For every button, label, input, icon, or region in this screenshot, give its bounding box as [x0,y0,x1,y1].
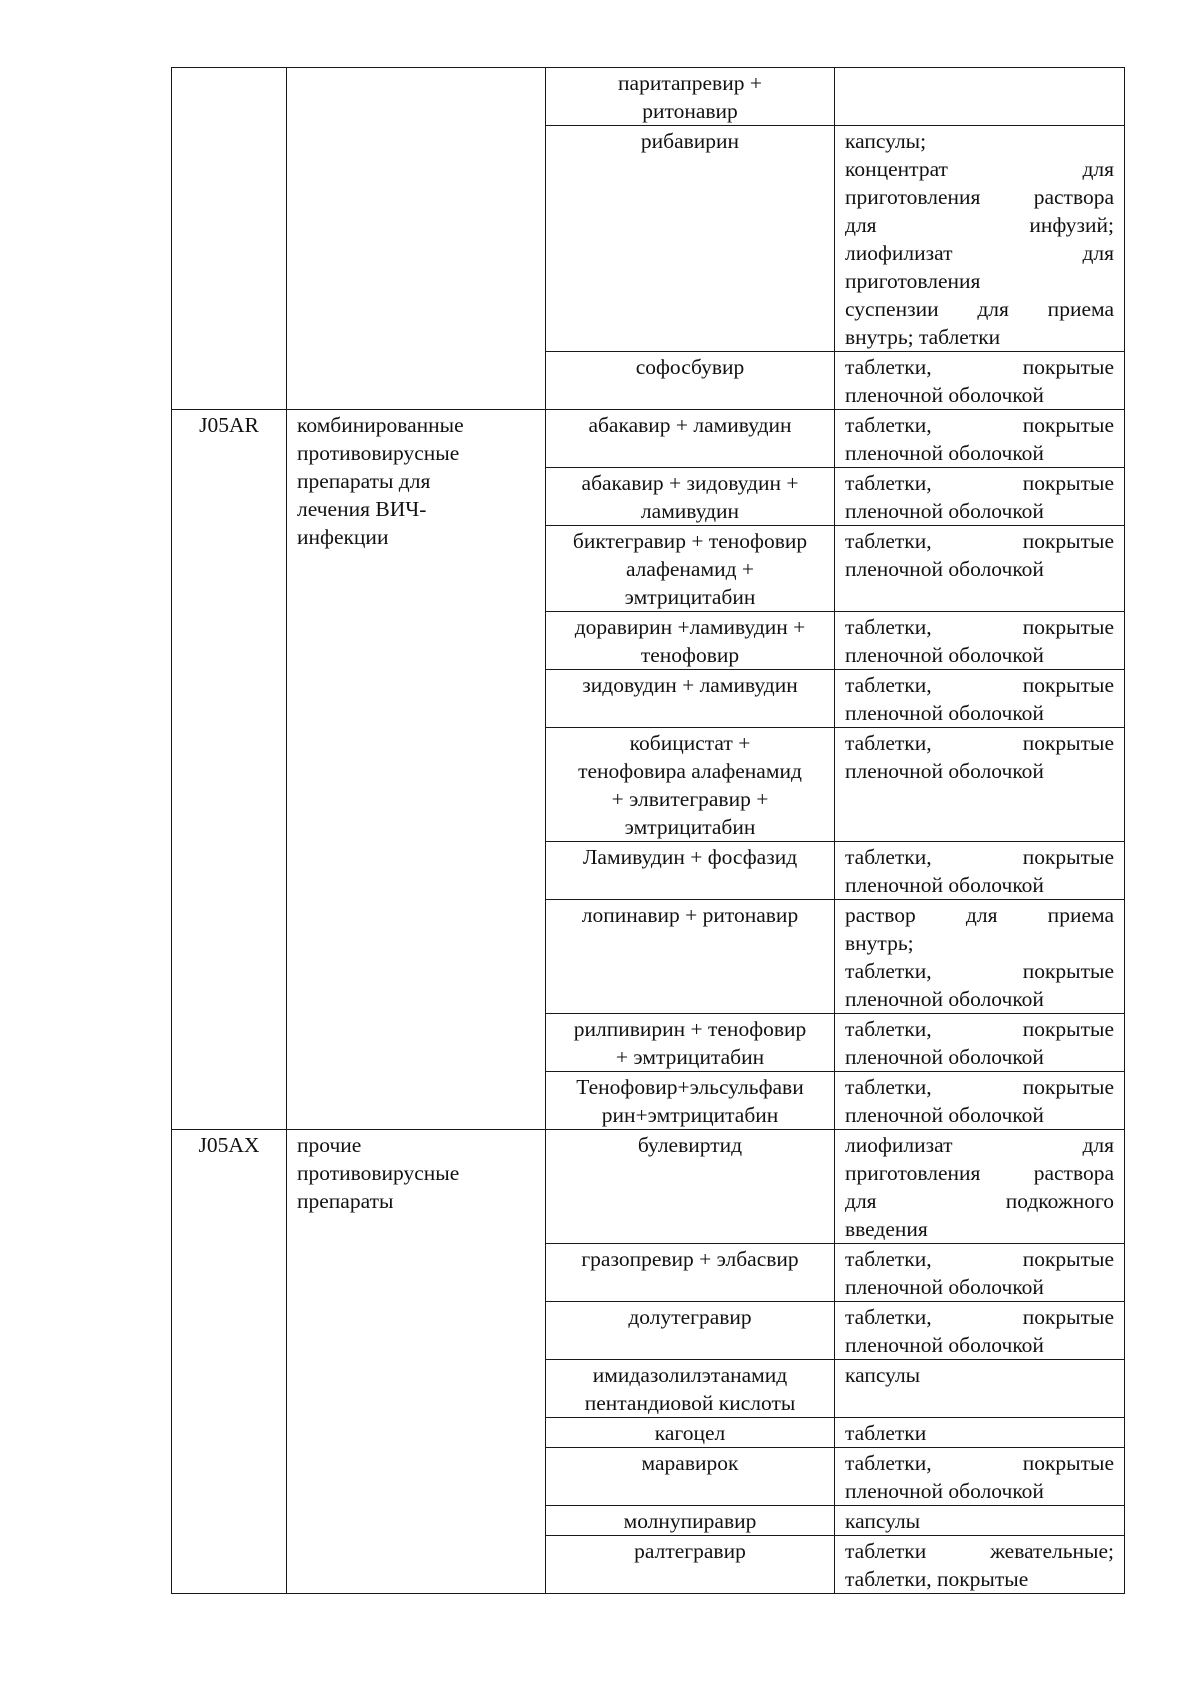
table-row [172,1130,1125,1244]
text-line: капсулы; [845,129,927,153]
drug-name-cell [546,1130,835,1244]
text-line: комбинированные [297,413,464,437]
text-line: противовирусные [297,1161,460,1185]
drug-name-cell [546,842,835,900]
text-line: софосбувир [635,355,745,379]
table-row [172,410,1125,468]
text-line: пленочной оболочкой [845,1045,1044,1069]
drug-group-cell [287,1130,546,1594]
text-line: внутрь; таблетки [845,325,1001,349]
text-line: кагоцел [654,1421,726,1445]
text-line: таблетки, покрытые [845,413,1114,437]
text-line: абакавир + ламивудин [588,413,792,437]
text-line: + эмтрицитабин [615,1045,765,1069]
text-line: рибавирин [640,129,740,153]
text-line: паритапревир + [618,71,762,95]
text-line: пленочной оболочкой [845,759,1044,783]
text-line: таблетки, покрытые [845,1451,1114,1475]
dosage-form-cell [835,1130,1125,1244]
text-line: зидовудин + ламивудин [582,673,798,697]
dosage-form-cell [835,1244,1125,1302]
text-line: рилпивирин + тенофовир [573,1017,807,1041]
dosage-form-cell [835,1418,1125,1448]
text-line: молнупиравир [623,1509,757,1533]
dosage-form-cell [835,1072,1125,1130]
dosage-form-cell [835,1448,1125,1506]
text-line: прочие [297,1133,362,1157]
text-line: противовирусные [297,441,460,465]
dosage-form-cell [835,1360,1125,1418]
text-line: эмтрицитабин [624,585,756,609]
text-line: приготовления раствора [845,1161,1114,1185]
text-line: пленочной оболочкой [845,701,1044,725]
drug-name-cell [546,468,835,526]
drug-name-cell [546,900,835,1014]
drug-name-cell [546,1360,835,1418]
text-line: пленочной оболочкой [845,987,1044,1011]
drug-name-cell [546,1506,835,1536]
text-line: пленочной оболочкой [845,499,1044,523]
drug-group-cell [287,410,546,1130]
dosage-form-cell [835,900,1125,1014]
text-line: лиофилизат для [845,1133,1114,1157]
text-line: ритонавир [642,99,738,123]
drug-name-cell [546,1244,835,1302]
text-line: тенофовира алафенамид [578,759,802,783]
atc-code-cell: J05AR [172,410,287,1130]
drug-name-cell [546,126,835,352]
text-line: рин+эмтрицитабин [601,1103,779,1127]
text-line: таблетки жевательные; [845,1539,1114,1563]
text-line: ралтегравир [634,1539,746,1563]
drug-name-cell [546,1302,835,1360]
text-line: таблетки, покрытые [845,471,1114,495]
text-line: алафенамид + [625,557,755,581]
text-line: препараты [297,1189,394,1213]
text-line: капсулы [845,1509,921,1533]
dosage-form-cell [835,410,1125,468]
text-line: приготовления раствора [845,185,1114,209]
text-line: таблетки, покрытые [845,615,1114,639]
text-line: введения [845,1217,928,1241]
drug-name-cell [546,1418,835,1448]
text-line: лиофилизат для [845,241,1114,265]
text-line: таблетки, покрытые [845,673,1114,697]
dosage-form-cell [835,612,1125,670]
text-line: пленочной оболочкой [845,1275,1044,1299]
dosage-form-cell [835,1536,1125,1594]
drug-name-cell [546,612,835,670]
text-line: концентрат для [845,157,1114,181]
text-line: внутрь; [845,931,914,955]
drug-name-cell [546,1448,835,1506]
text-line: пленочной оболочкой [845,643,1044,667]
text-line: булевиртид [637,1133,743,1157]
dosage-form-cell [835,1302,1125,1360]
text-line: биктегравир + тенофовир [572,529,808,553]
text-line: капсулы [845,1363,921,1387]
text-line: пленочной оболочкой [845,383,1044,407]
text-line: имидазолилэтанамид [592,1363,788,1387]
text-line: долутегравир [628,1305,752,1329]
drug-name-cell [546,410,835,468]
text-line: для инфузий; [845,213,1114,237]
text-line: пленочной оболочкой [845,1333,1044,1357]
text-line: инфекции [297,525,389,549]
dosage-form-cell [835,126,1125,352]
text-line: для подкожного [845,1189,1114,1213]
text-line: доравирин +ламивудин + [574,615,806,639]
text-line: таблетки, покрытые [845,355,1114,379]
text-line: таблетки, покрытые [845,1075,1114,1099]
dosage-form-cell [835,670,1125,728]
drug-group-cell [287,68,546,410]
text-line: пентандиовой кислоты [584,1391,796,1415]
text-line: ламивудин [640,499,740,523]
text-line: тенофовир [640,643,740,667]
text-line: раствор для приема [845,903,1114,927]
dosage-form-cell [835,1506,1125,1536]
text-line: пленочной оболочкой [845,441,1044,465]
text-line: лечения ВИЧ- [297,497,427,521]
text-line: гразопревир + элбасвир [581,1247,799,1271]
dosage-form-cell [835,728,1125,842]
drug-name-cell [546,68,835,126]
dosage-form-cell [835,352,1125,410]
table-row [172,68,1125,126]
text-line: таблетки, покрытые [845,845,1114,869]
drug-name-cell [546,728,835,842]
drug-name-cell [546,526,835,612]
text-line: Тенофовир+эльсульфави [576,1075,804,1099]
medication-table [171,67,1125,1594]
text-line: абакавир + зидовудин + [581,471,799,495]
text-line: пленочной оболочкой [845,873,1044,897]
atc-code-cell: J05AX [172,1130,287,1594]
text-line: таблетки, покрытые [845,1247,1114,1271]
text-line: маравирок [641,1451,739,1475]
text-line: эмтрицитабин [624,815,756,839]
text-line: кобицистат + [629,731,751,755]
drug-name-cell [546,1014,835,1072]
dosage-form-cell [835,842,1125,900]
text-line: Ламивудин + фосфазид [582,845,798,869]
text-line: таблетки, покрытые [845,529,1114,553]
text-line: таблетки, покрытые [845,1017,1114,1041]
dosage-form-cell [835,468,1125,526]
text-line: таблетки, покрытые [845,1567,1029,1591]
drug-name-cell [546,1072,835,1130]
drug-name-cell [546,352,835,410]
text-line: препараты для [297,469,431,493]
dosage-form-cell [835,1014,1125,1072]
dosage-form-cell [835,526,1125,612]
drug-name-cell [546,670,835,728]
text-line: пленочной оболочкой [845,557,1044,581]
text-line: таблетки, покрытые [845,731,1114,755]
text-line: приготовления [845,269,981,293]
dosage-form-cell [835,68,1125,126]
text-line: пленочной оболочкой [845,1103,1044,1127]
atc-code-cell [172,68,287,410]
text-line: лопинавир + ритонавир [581,903,799,927]
text-line: таблетки [845,1421,927,1445]
drug-name-cell [546,1536,835,1594]
text-line: + элвитегравир + [611,787,769,811]
text-line: таблетки, покрытые [845,1305,1114,1329]
text-line: таблетки, покрытые [845,959,1114,983]
text-line: пленочной оболочкой [845,1479,1044,1503]
text-line: суспензии для приема [845,297,1114,321]
